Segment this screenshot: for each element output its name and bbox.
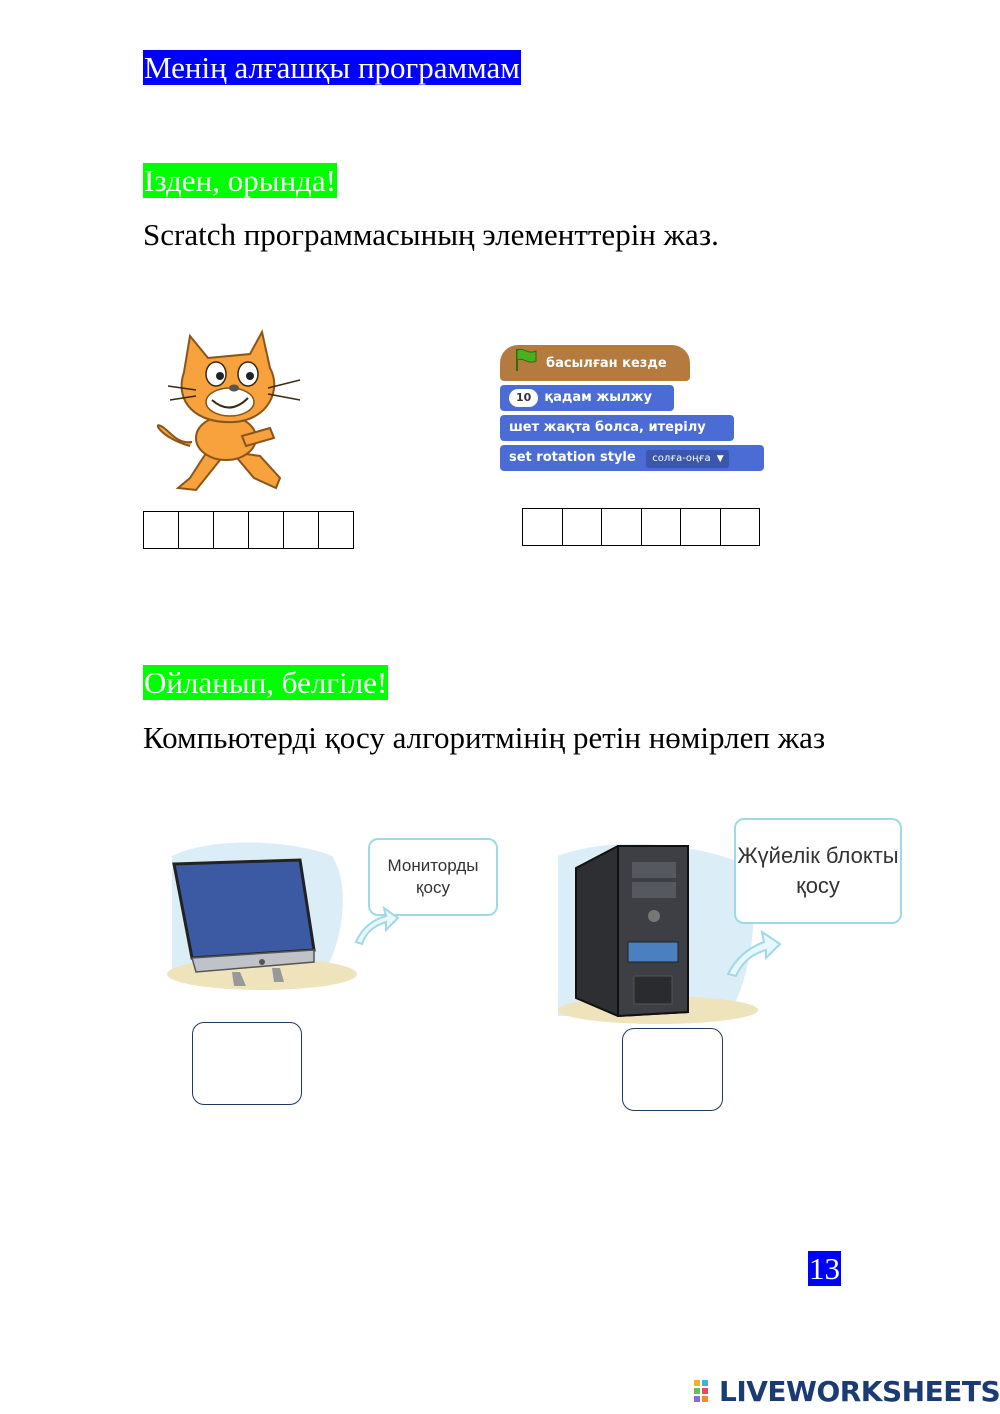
system-unit-illustration xyxy=(548,816,908,1026)
chevron-down-icon: ▼ xyxy=(716,454,724,464)
section2-heading: Ойланып, белгіле! xyxy=(144,665,388,700)
liveworksheets-logo xyxy=(693,1374,1000,1408)
page-number: 13 xyxy=(809,1251,840,1286)
block-label: set rotation style xyxy=(509,450,636,465)
liveworksheets-logo-icon xyxy=(693,1379,717,1403)
bounce-block xyxy=(500,415,734,441)
brand-name: LIVEWORKSHEETS xyxy=(719,1374,1000,1408)
letter-cell[interactable] xyxy=(681,508,721,546)
block-label: басылған кезде xyxy=(546,356,667,371)
letter-cell[interactable] xyxy=(284,511,319,549)
letter-cell[interactable] xyxy=(179,511,214,549)
system-unit-order-input[interactable] xyxy=(622,1028,723,1111)
letter-cell[interactable] xyxy=(214,511,249,549)
monitor-illustration xyxy=(152,826,510,996)
letter-cell[interactable] xyxy=(642,508,682,546)
letter-cell[interactable] xyxy=(721,508,761,546)
block-label: шет жақта болса, итерілу xyxy=(509,420,706,435)
scratch-cat-image xyxy=(150,328,312,500)
letter-cell[interactable] xyxy=(249,511,284,549)
letter-cell[interactable] xyxy=(602,508,642,546)
section1-instruction: Scratch программасының элементтерін жаз. xyxy=(143,217,719,252)
script-answer-cells xyxy=(522,508,760,546)
dropdown-value: солға-оңға xyxy=(652,453,711,464)
section2-instruction: Компьютерді қосу алгоритмінің ретін нөмірлеп жаз xyxy=(143,720,826,755)
callout-monitor: Мониторды қосу xyxy=(368,838,498,916)
rotation-style-block xyxy=(500,445,764,471)
letter-cell[interactable] xyxy=(523,508,563,546)
move-steps-block xyxy=(500,385,674,411)
green-flag-icon xyxy=(512,347,538,373)
cat-answer-cells xyxy=(143,511,354,549)
scratch-script-image xyxy=(500,333,770,478)
callout-system-unit: Жүйелік блокты қосу xyxy=(734,818,902,924)
page-title: Менің алғашқы программам xyxy=(144,50,520,85)
letter-cell[interactable] xyxy=(563,508,603,546)
steps-value: 10 xyxy=(509,389,538,407)
rotation-dropdown xyxy=(646,450,728,468)
letter-cell[interactable] xyxy=(144,511,179,549)
curved-arrow-icon xyxy=(724,920,784,980)
section1-heading: Ізден, орында! xyxy=(144,163,336,198)
block-label: қадам жылжу xyxy=(544,390,652,405)
monitor-order-input[interactable] xyxy=(192,1022,302,1105)
letter-cell[interactable] xyxy=(319,511,354,549)
curved-arrow-icon xyxy=(352,898,402,948)
